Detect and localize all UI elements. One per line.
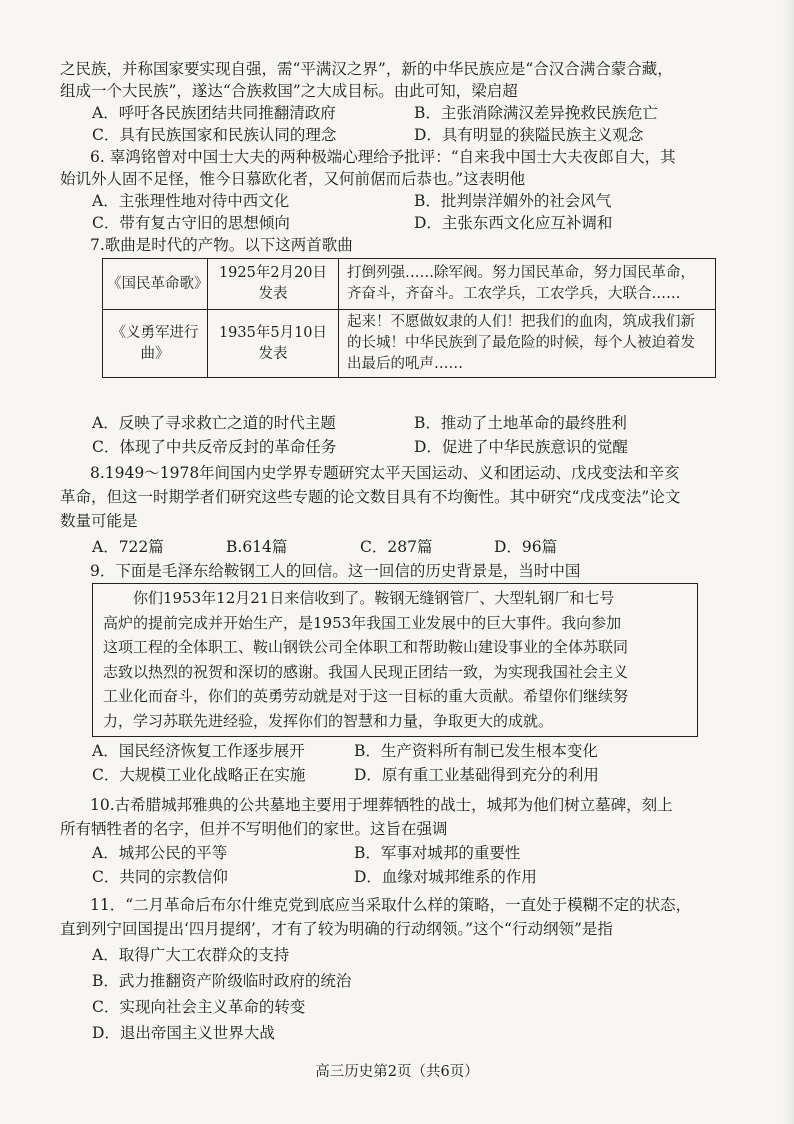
q5-option-c: C．具有民族国家和民族认同的理念 (92, 126, 337, 144)
q7-option-b: B．推动了土地革命的最终胜利 (414, 414, 627, 432)
q6-option-d: D．主张东西文化应互补调和 (414, 214, 613, 232)
q6-stem-line-1: 6. 辜鸿铭曾对中国士大夫的两种极端心理给予批评：“自来我中国士大夫夜郎自大，其 (90, 148, 676, 166)
page-footer: 高三历史第2页（共6页） (315, 1064, 479, 1080)
songs-table (102, 258, 716, 378)
q6-option-a: A．主张理性地对待中西文化 (92, 192, 290, 210)
q10-option-b: B．军事对城邦的重要性 (354, 844, 521, 862)
q8-option-b: B.614篇 (226, 538, 288, 556)
q5-option-b: B．主张消除满汉差异挽救民族危亡 (414, 104, 658, 122)
q7-option-d: D．促进了中华民族意识的觉醒 (414, 438, 628, 456)
q8-option-c: C．287篇 (360, 538, 433, 556)
q8-stem-line-2: 革命，但这一时期学者们研究这些专题的论文数目具有不均衡性。其中研究“戊戌变法”论文 (60, 488, 681, 506)
q7-option-c: C．体现了中共反帝反封的革命任务 (92, 438, 337, 456)
q11-option-d: D．退出帝国主义世界大战 (92, 1024, 275, 1042)
q8-option-d: D．96篇 (494, 538, 558, 556)
q11-option-a: A．取得广大工农群众的支持 (92, 946, 290, 964)
letter-line: 高炉的提前完成并开始生产，是1953年我国工业发展中的巨大事件。我向参加 (103, 613, 622, 632)
letter-line: 你们1953年12月21日来信收到了。鞍钢无缝钢管厂、大型轧钢厂和七号 (133, 589, 615, 607)
song-title-cell: 《国民革命歌》 (103, 259, 208, 310)
q8-stem-line-3: 数量可能是 (60, 512, 138, 530)
q10-option-d: D．血缘对城邦维系的作用 (354, 868, 537, 886)
song-date-cell: 1925年2月20日发表 (208, 259, 339, 310)
q10-option-a: A．城邦公民的平等 (92, 844, 228, 862)
q10-stem-line-2: 所有牺牲者的名字，但并不写明他们的家世。这旨在强调 (60, 820, 448, 838)
q10-option-c: C．共同的宗教信仰 (92, 868, 228, 886)
letter-line: 工业化而奋斗，你们的英勇劳动就是对于这一目标的重大贡献。希望你们继续努 (103, 687, 629, 705)
q9-option-c: C．大规模工业化战略正在实施 (92, 766, 306, 784)
song-lyrics-cell: 起来！不愿做奴隶的人们！把我们的血肉，筑成我们新的长城！中华民族到了最危险的时候，每个人被迫着发出最后的吼声…… (339, 310, 716, 378)
q8-stem-line-1: 8.1949～1978年间国内史学界专题研究太平天国运动、义和团运动、戊戌变法和辛亥 (90, 464, 680, 482)
q7-option-a: A．反映了寻求救亡之道的时代主题 (92, 414, 336, 432)
q9-stem: 9．下面是毛泽东给鞍钢工人的回信。这一回信的历史背景是，当时中国 (90, 562, 581, 580)
table-row (103, 310, 716, 378)
q11-stem-line-1: 11．“二月革命后布尔什维克党到底应当采取什么样的策略，一直处于模糊不定的状态， (90, 896, 692, 914)
letter-line: 力，学习苏联先进经验，发挥你们的智慧和力量，争取更大的成就。 (103, 711, 554, 730)
scan-edge-shadow (782, 0, 794, 1124)
song-title-cell: 《义勇军进行曲》 (103, 310, 208, 378)
q8-option-a: A．722篇 (92, 538, 164, 556)
mao-letter-box (92, 583, 698, 737)
q6-option-c: C．带有复古守旧的思想倾向 (92, 214, 290, 232)
q6-option-b: B．批判崇洋媚外的社会风气 (414, 192, 612, 210)
letter-line: 这项工程的全体职工、鞍山钢铁公司全体职工和帮助鞍山建设事业的全体苏联同 (103, 638, 629, 656)
q11-stem-line-2: 直到列宁回国提出‘四月提纲’，才有了较为明确的行动纲领。”这个“行动纲领”是指 (60, 920, 613, 938)
q11-option-c: C．实现向社会主义革命的转变 (92, 998, 306, 1016)
q5-stem-line-2: 组成一个大民族”，遂达“合族救国”之大成目标。由此可知，梁启超 (60, 82, 518, 100)
q9-option-b: B．生产资料所有制已发生根本变化 (354, 742, 598, 760)
q10-stem-line-1: 10.古希腊城邦雅典的公共墓地主要用于埋葬牺牲的战士，城邦为他们树立墓碑，刻上 (90, 796, 673, 814)
q5-stem-line-1: 之民族，并称国家要实现自强，需“平满汉之界”，新的中华民族应是“合汉合满合蒙合藏， (60, 60, 673, 78)
letter-line: 志致以热烈的祝贺和深切的感谢。我国人民现正团结一致，为实现我国社会主义 (103, 662, 629, 681)
q11-option-b: B．武力推翻资产阶级临时政府的统治 (92, 972, 352, 990)
song-lyrics-cell: 打倒列强……除军阀。努力国民革命，努力国民革命，齐奋斗，齐奋斗。工农学兵，工农学兵，大联合…… (339, 259, 716, 310)
table-row (103, 259, 716, 310)
q5-option-a: A．呼吁各民族团结共同推翻清政府 (92, 104, 336, 122)
q7-stem: 7.歌曲是时代的产物。以下这两首歌曲 (90, 236, 353, 254)
q6-stem-line-2: 始讥外人固不足怪，惟今日慕欧化者，又何前倨而后恭也。”这表明他 (60, 170, 526, 188)
song-date-cell: 1935年5月10日发表 (208, 310, 339, 378)
q9-option-d: D．原有重工业基础得到充分的利用 (354, 766, 599, 784)
q9-option-a: A．国民经济恢复工作逐步展开 (92, 742, 305, 760)
q5-option-d: D．具有明显的狭隘民族主义观念 (414, 126, 644, 144)
